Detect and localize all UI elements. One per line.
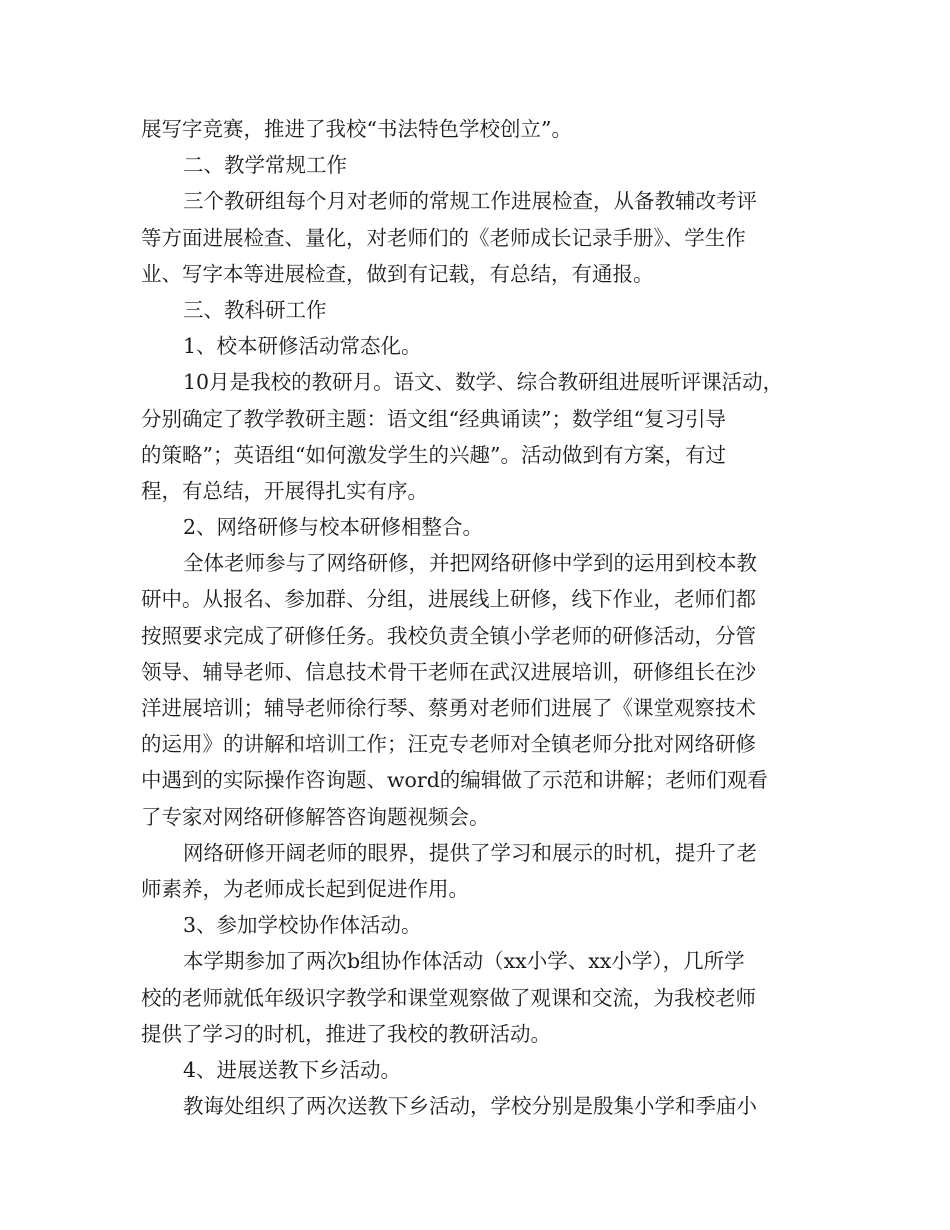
text-line: 研中。从报名、参加群、分组，进展线上研修，线下作业，老师们都 xyxy=(141,587,756,612)
text-line: 3、参加学校协作体活动。 xyxy=(183,913,422,938)
text-line: 业、写字本等进展检查，做到有记载，有总结，有通报。 xyxy=(141,261,654,286)
text-line: 本学期参加了两次b组协作体活动（xx小学、xx小学），几所学 xyxy=(183,949,745,974)
text-line: 网络研修开阔老师的眼界，提供了学习和展示的时机，提升了老 xyxy=(183,840,757,865)
text-line: 的运用》的讲解和培训工作；汪克专老师对全镇老师分批对网络研修 xyxy=(141,732,756,757)
text-line: 2、网络研修与校本研修相整合。 xyxy=(183,515,484,540)
text-line: 4、进展送教下乡活动。 xyxy=(183,1057,402,1082)
text-line: 1、校本研修活动常态化。 xyxy=(183,334,422,359)
text-line: 提供了学习的时机，推进了我校的教研活动。 xyxy=(141,1021,551,1046)
text-line: 教诲处组织了两次送教下乡活动，学校分别是殷集小学和季庙小 xyxy=(183,1094,757,1119)
text-line: 洋进展培训；辅导老师徐行琴、蔡勇对老师们进展了《课堂观察技术 xyxy=(141,696,756,720)
document-body xyxy=(141,111,821,1124)
text-line: 领导、辅导老师、信息技术骨干老师在武汉进展培训，研修组长在沙 xyxy=(141,659,756,684)
text-line: 分别确定了教学教研主题：语文组“经典诵读”；数学组“复习引导 xyxy=(141,406,726,431)
text-line: 10月是我校的教研月。语文、数学、综合教研组进展听评课活动， xyxy=(183,370,784,395)
text-line: 中遇到的实际操作咨询题、word的编辑做了示范和讲解；老师们观看 xyxy=(141,768,768,793)
text-line: 三、教科研工作 xyxy=(183,297,327,322)
text-line: 师素养，为老师成长起到促进作用。 xyxy=(141,876,469,901)
text-line: 的策略”；英语组“如何激发学生的兴趣”。活动做到有方案，有过 xyxy=(141,442,726,467)
text-line: 等方面进展检查、量化，对老师们的《老师成长记录手册》、学生作 xyxy=(141,225,746,250)
text-line: 程，有总结，开展得扎实有序。 xyxy=(141,478,428,503)
text-line: 二、教学常规工作 xyxy=(183,153,347,178)
text-line: 校的老师就低年级识字教学和课堂观察做了观课和交流，为我校老师 xyxy=(141,985,756,1010)
text-line: 全体老师参与了网络研修，并把网络研修中学到的运用到校本教 xyxy=(183,551,757,576)
text-line: 了专家对网络研修解答咨询题视频会。 xyxy=(141,804,490,829)
text-line: 按照要求完成了研修任务。我校负责全镇小学老师的研修活动，分管 xyxy=(141,623,756,648)
text-line: 展写字竞赛，推进了我校“书法特色学校创立”。 xyxy=(141,117,572,141)
text-line: 三个教研组每个月对老师的常规工作进展检查，从备教辅改考评 xyxy=(183,189,757,214)
